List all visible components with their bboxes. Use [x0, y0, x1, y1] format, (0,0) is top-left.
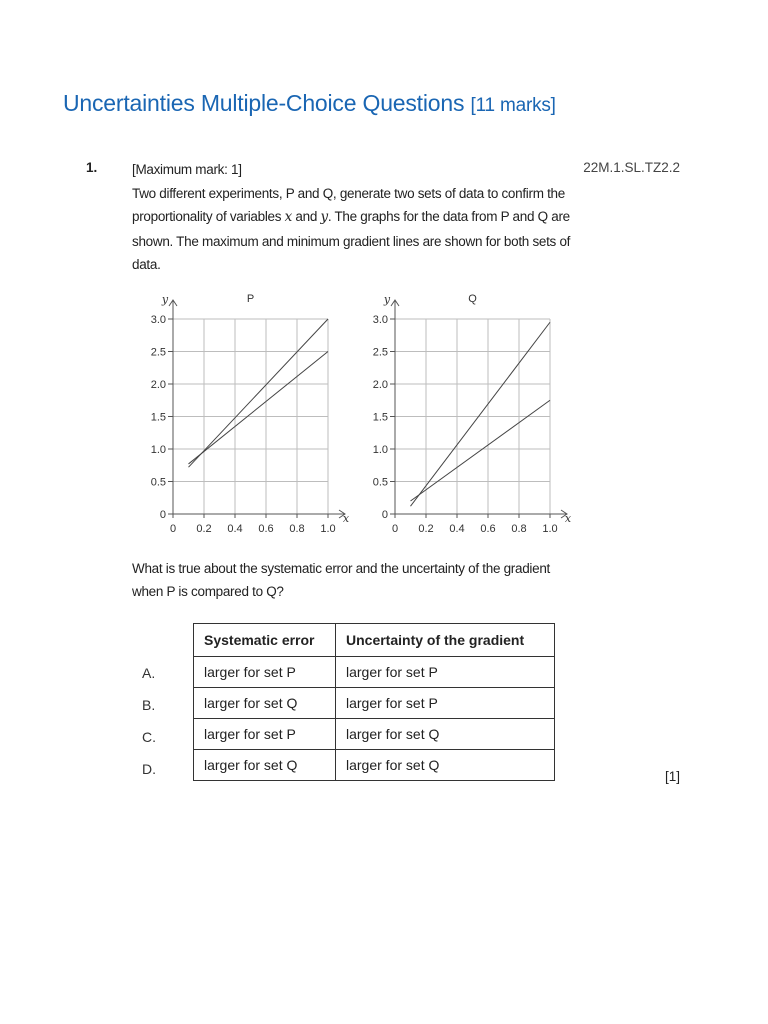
question-text-part1: Two different experiments, P and Q, generate two sets of data to confirm the proportionality of variables — [132, 185, 565, 224]
option-letter-a: A. — [142, 665, 156, 681]
y-axis-label: y — [383, 293, 391, 306]
question-stem: What is true about the systematic error and the uncertainty of the gradient when P is compared to Q? — [132, 561, 550, 599]
max-gradient-line — [411, 322, 551, 506]
y-tick-label: 0 — [159, 509, 166, 521]
y-axis-label: y — [161, 293, 169, 306]
x-tick-label: 0 — [391, 523, 399, 535]
max-gradient-line — [189, 319, 329, 467]
table-row — [194, 719, 555, 750]
table-header-row — [194, 624, 555, 657]
min-gradient-line — [189, 352, 329, 464]
option-letter-b: B. — [142, 697, 156, 713]
cell-systematic: larger for set Q — [194, 750, 336, 781]
cell-uncertainty: larger for set Q — [336, 719, 555, 750]
question-text-part2: . The graphs for the data from P and Q are shown. The maximum and minimum gradient lines are shown for both sets of data. — [132, 209, 571, 272]
y-tick-label: 2.5 — [372, 346, 388, 359]
graph-p-svg — [128, 286, 348, 536]
min-gradient-line — [411, 400, 551, 501]
answer-table — [193, 623, 555, 781]
option-letter-c: C. — [142, 729, 156, 745]
x-tick-label: 0.6 — [258, 523, 274, 535]
heading-title: Uncertainties Multiple-Choice Questions — [63, 90, 465, 116]
cell-systematic: larger for set Q — [194, 688, 336, 719]
y-tick-label: 2.0 — [372, 379, 388, 391]
page-heading — [63, 90, 556, 117]
chart-title: Q — [468, 293, 477, 305]
cell-uncertainty: larger for set P — [336, 688, 555, 719]
table-row — [194, 688, 555, 719]
variable-y: y — [320, 209, 328, 225]
question-number: 1. — [86, 160, 98, 175]
option-letter-d: D. — [142, 761, 156, 777]
x-tick-label: 0.2 — [196, 523, 212, 535]
question-reference: 22M.1.SL.TZ2.2 — [583, 160, 680, 175]
cell-systematic: larger for set P — [194, 657, 336, 688]
x-tick-label: 0.4 — [449, 523, 465, 535]
y-tick-label: 1.5 — [372, 411, 388, 424]
y-tick-label: 0.5 — [150, 476, 166, 489]
x-tick-label: 0.4 — [227, 523, 243, 535]
x-tick-label: 0.8 — [289, 523, 305, 535]
max-mark: [Maximum mark: 1] — [132, 162, 242, 177]
heading-marks: [11 marks] — [470, 95, 556, 116]
x-tick-label: 0.6 — [480, 523, 496, 535]
x-tick-label: 1.0 — [542, 523, 558, 535]
x-tick-label: 0.2 — [418, 523, 434, 535]
graph-p — [128, 286, 348, 536]
x-axis-label: x — [342, 512, 350, 525]
chart-title: P — [246, 293, 255, 305]
graph-q-svg — [350, 286, 570, 536]
y-tick-label: 2.0 — [150, 379, 166, 391]
question-text — [132, 158, 572, 277]
y-tick-label: 0 — [381, 509, 388, 521]
y-tick-label: 1.0 — [372, 444, 388, 456]
cell-uncertainty: larger for set Q — [336, 750, 555, 781]
cell-systematic: larger for set P — [194, 719, 336, 750]
x-tick-label: 0 — [169, 523, 177, 535]
graph-q — [350, 286, 570, 536]
cell-uncertainty: larger for set P — [336, 657, 555, 688]
x-axis-label: x — [564, 512, 572, 525]
total-mark: [1] — [664, 769, 680, 784]
y-tick-label: 1.5 — [150, 411, 166, 424]
y-tick-label: 0.5 — [372, 476, 388, 489]
y-tick-label: 3.0 — [372, 314, 388, 326]
table-row — [194, 657, 555, 688]
y-tick-label: 1.0 — [150, 444, 166, 456]
x-tick-label: 0.8 — [511, 523, 527, 535]
header-uncertainty-gradient: Uncertainty of the gradient — [336, 624, 555, 657]
table-row — [194, 750, 555, 781]
y-tick-label: 2.5 — [150, 346, 166, 359]
header-systematic-error: Systematic error — [194, 624, 336, 657]
question-text-and: and — [291, 209, 321, 224]
x-tick-label: 1.0 — [320, 523, 336, 535]
y-tick-label: 3.0 — [150, 314, 166, 326]
variable-x: x — [284, 209, 292, 225]
